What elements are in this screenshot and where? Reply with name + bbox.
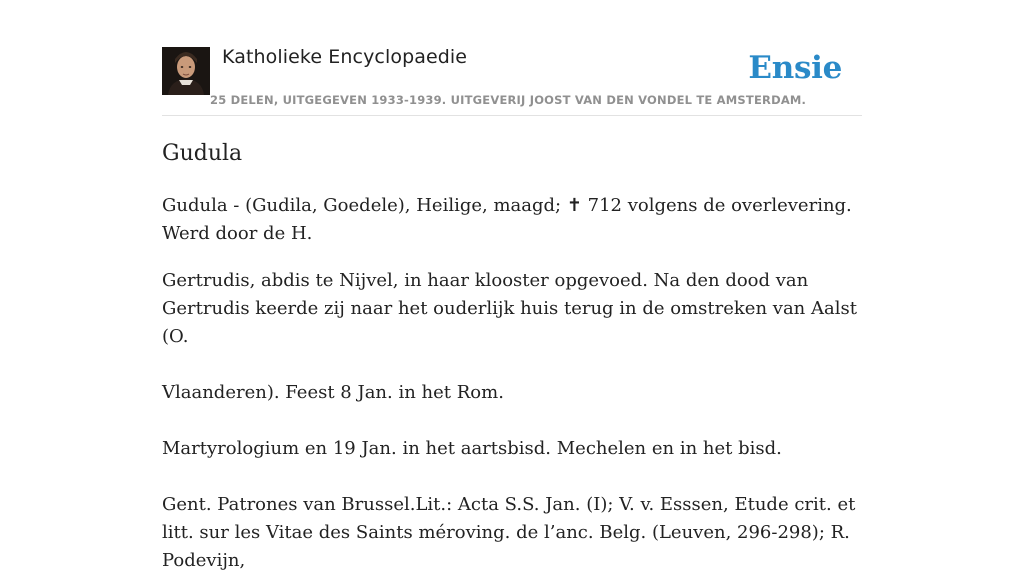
article xyxy=(162,140,867,575)
article-title: Gudula xyxy=(162,141,243,166)
portrait-icon xyxy=(162,47,210,95)
site-title[interactable]: Katholieke Encyclopaedie xyxy=(222,46,468,68)
article-paragraph-1: Gudula - (Gudila, Goedele), Heilige, maagd; ✝ 712 volgens de overlevering. Werd door de H. xyxy=(162,195,852,244)
article-paragraph-2: Gertrudis, abdis te Nijvel, in haar klooster opgevoed. Na den dood van Gertrudis keerde zij naar het ouderlijk huis terug in de omstreken van Aalst (O. Vlaanderen). Feest 8 Jan. in het Rom. Martyrologium en 19 Jan. in het aartsbisd. Mechelen en in het bisd. Gent. Patrones van Brussel.Lit.: Acta S.S. Jan. (I); V. v. Esssen, Etude crit. et litt. sur les Vitae des Saints méroving. de l’anc. Belg. (Leuven, 296-298); R. Podevijn, xyxy=(162,270,857,571)
brand-logo[interactable]: Ensie xyxy=(748,50,842,86)
source-subtitle: 25 DELEN, UITGEGEVEN 1933-1939. UITGEVERIJ JOOST VAN DEN VONDEL TE AMSTERDAM. xyxy=(210,93,807,107)
portrait-avatar[interactable] xyxy=(162,47,210,95)
site-header xyxy=(162,38,862,116)
